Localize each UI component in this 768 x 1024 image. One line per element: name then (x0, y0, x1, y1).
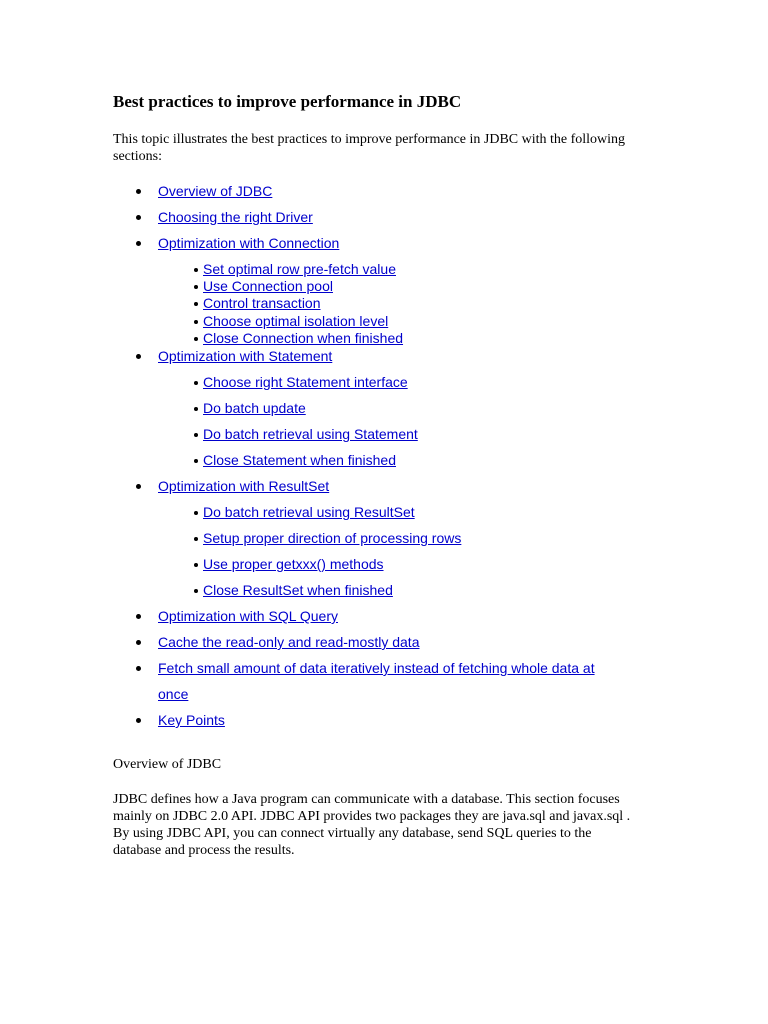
bullet-icon (136, 666, 141, 671)
toc-subitem-getxxx (203, 556, 384, 573)
bullet-icon (194, 407, 198, 411)
section-heading-overview: Overview of JDBC (113, 757, 222, 772)
toc-item-fetch-small (158, 660, 595, 677)
toc-link-close-statement[interactable]: Close Statement when finished (203, 452, 396, 468)
toc-subitem-isolation (203, 313, 388, 330)
bullet-icon (194, 433, 198, 437)
bullet-icon (136, 215, 141, 220)
bullet-icon (136, 718, 141, 723)
toc-link-fetch-small-continued[interactable]: once (158, 686, 189, 702)
bullet-icon (136, 614, 141, 619)
toc-subitem-batch-retrieval-resultset (203, 504, 415, 521)
toc-link-statement-interface[interactable]: Choose right Statement interface (203, 374, 408, 390)
bullet-icon (194, 302, 198, 306)
bullet-icon (136, 484, 141, 489)
bullet-icon (194, 268, 198, 272)
toc-subitem-close-statement (203, 452, 396, 469)
toc-item-resultset (158, 478, 329, 495)
toc-link-transaction[interactable]: Control transaction (203, 295, 321, 311)
toc-link-batch-retrieval-statement[interactable]: Do batch retrieval using Statement (203, 426, 418, 442)
section-body-overview: JDBC defines how a Java program can communicate with a database. This section focuses mainly on JDBC 2.0 API. JDBC API provides two packages they are java.sql and javax.sql . By using JDBC API, you can connect virtually any database, send SQL queries to the database and process the results. (113, 792, 631, 858)
toc-subitem-transaction (203, 295, 321, 312)
toc-link-connection[interactable]: Optimization with Connection (158, 235, 340, 251)
toc-link-key-points[interactable]: Key Points (158, 712, 225, 728)
toc-link-direction[interactable]: Setup proper direction of processing rows (203, 530, 462, 546)
bullet-icon (194, 511, 198, 515)
toc-link-resultset[interactable]: Optimization with ResultSet (158, 478, 330, 494)
toc-subitem-batch-retrieval-statement (203, 426, 418, 443)
intro-paragraph: This topic illustrates the best practices to improve performance in JDBC with the following sections: (113, 132, 626, 164)
toc-item-statement (158, 348, 332, 365)
toc-link-cache[interactable]: Cache the read-only and read-mostly data (158, 634, 420, 650)
toc-subitem-direction (203, 530, 461, 547)
toc-link-prefetch[interactable]: Set optimal row pre-fetch value (203, 261, 396, 277)
bullet-icon (194, 337, 198, 341)
bullet-icon (194, 320, 198, 324)
toc-link-batch-update[interactable]: Do batch update (203, 400, 306, 416)
toc-link-batch-retrieval-resultset[interactable]: Do batch retrieval using ResultSet (203, 504, 415, 520)
toc-item-driver (158, 209, 313, 226)
toc-link-close-connection[interactable]: Close Connection when finished (203, 330, 404, 346)
bullet-icon (194, 285, 198, 289)
toc-link-pool[interactable]: Use Connection pool (203, 278, 333, 294)
bullet-icon (194, 381, 198, 385)
toc-link-driver[interactable]: Choosing the right Driver (158, 209, 313, 225)
toc-item-key-points (158, 712, 225, 729)
toc-subitem-close-resultset (203, 582, 393, 599)
toc-item-connection (158, 235, 339, 252)
toc-subitem-close-connection (203, 330, 403, 347)
toc-subitem-prefetch (203, 261, 396, 278)
bullet-icon (136, 241, 141, 246)
toc-link-overview[interactable]: Overview of JDBC (158, 183, 273, 199)
bullet-icon (194, 537, 198, 541)
bullet-icon (136, 189, 141, 194)
bullet-icon (194, 459, 198, 463)
page-title: Best practices to improve performance in JDBC (113, 92, 462, 111)
toc-link-close-resultset[interactable]: Close ResultSet when finished (203, 582, 393, 598)
toc-item-sql-query (158, 608, 338, 625)
toc-link-getxxx[interactable]: Use proper getxxx() methods (203, 556, 384, 572)
toc-subitem-pool (203, 278, 333, 295)
toc-link-isolation[interactable]: Choose optimal isolation level (203, 313, 389, 329)
toc-item-cache (158, 634, 419, 651)
bullet-icon (136, 354, 141, 359)
toc-link-statement[interactable]: Optimization with Statement (158, 348, 333, 364)
bullet-icon (136, 640, 141, 645)
toc-item-fetch-small-continued (158, 686, 188, 703)
toc-item-overview (158, 183, 272, 200)
toc-link-sql-query[interactable]: Optimization with SQL Query (158, 608, 338, 624)
bullet-icon (194, 563, 198, 567)
toc-subitem-statement-interface (203, 374, 408, 391)
toc-link-fetch-small[interactable]: Fetch small amount of data iteratively instead of fetching whole data at (158, 660, 595, 676)
bullet-icon (194, 589, 198, 593)
toc-subitem-batch-update (203, 400, 306, 417)
